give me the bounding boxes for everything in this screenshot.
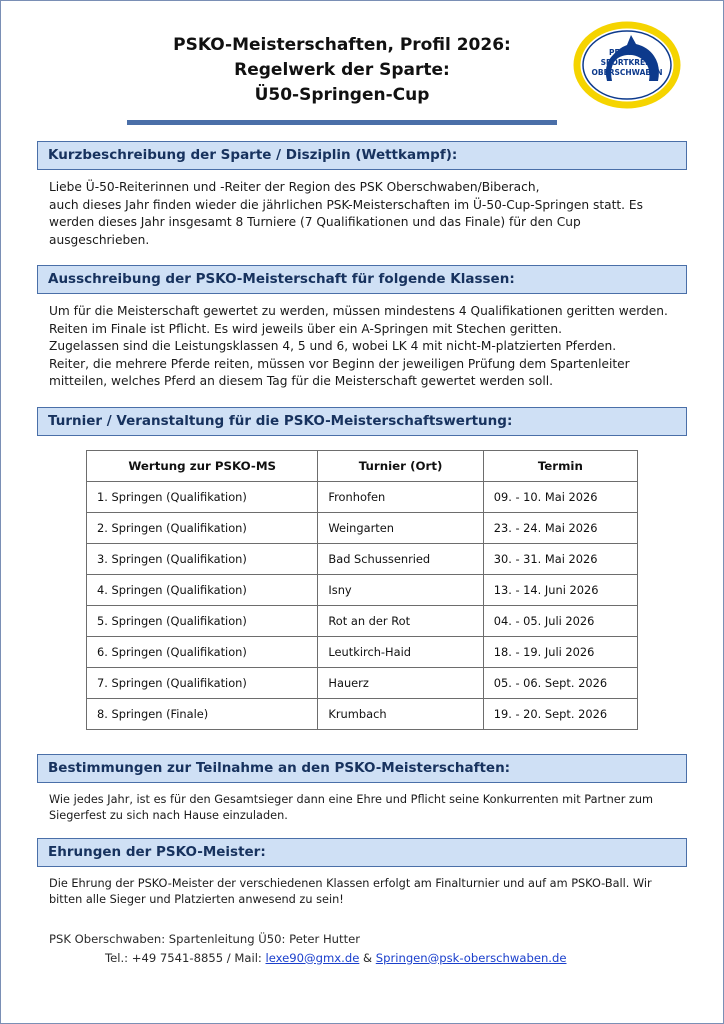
section-heading-ausschreibung: Ausschreibung der PSKO-Meisterschaft für folgende Klassen: bbox=[37, 265, 687, 294]
cell-turnier: Bad Schussenried bbox=[318, 543, 483, 574]
cell-termin: 19. - 20. Sept. 2026 bbox=[483, 698, 637, 729]
footer-mail-line bbox=[49, 949, 675, 968]
cell-turnier: Leutkirch-Haid bbox=[318, 636, 483, 667]
mail-separator: & bbox=[359, 950, 376, 965]
table-row bbox=[87, 543, 638, 574]
paragraph: Um für die Meisterschaft gewertet zu werden, müssen mindestens 4 Qualifikationen geritten werden. Reiten im Finale ist Pflicht. Es wird jeweils über ein A-Springen mit Stechen geritten. bbox=[49, 304, 668, 336]
logo-text-line2: SPORTKREIS bbox=[600, 58, 654, 67]
paragraph: Wie jedes Jahr, ist es für den Gesamtsieger dann eine Ehre und Pflicht seine Konkurrenten mit Partner zum Siegerfest zu sich nach Hause einzuladen. bbox=[49, 792, 654, 822]
cell-turnier: Isny bbox=[318, 574, 483, 605]
cell-turnier: Weingarten bbox=[318, 512, 483, 543]
cell-termin: 30. - 31. Mai 2026 bbox=[483, 543, 637, 574]
section-body-kurzbeschreibung bbox=[37, 170, 687, 249]
cell-turnier: Hauerz bbox=[318, 667, 483, 698]
cell-wertung: 7. Springen (Qualifikation) bbox=[87, 667, 318, 698]
table-header-row bbox=[87, 450, 638, 481]
table-row bbox=[87, 574, 638, 605]
cell-termin: 05. - 06. Sept. 2026 bbox=[483, 667, 637, 698]
paragraph: Zugelassen sind die Leistungsklassen 4, 5 und 6, wobei LK 4 mit nicht-M-platzierten Pferden. bbox=[49, 339, 617, 353]
section-heading-kurzbeschreibung: Kurzbeschreibung der Sparte / Disziplin (Wettkampf): bbox=[37, 141, 687, 170]
section-heading-bestimmungen: Bestimmungen zur Teilnahme an den PSKO-Meisterschaften: bbox=[37, 754, 687, 783]
cell-turnier: Rot an der Rot bbox=[318, 605, 483, 636]
paragraph: Liebe Ü-50-Reiterinnen und -Reiter der Region des PSK Oberschwaben/Biberach, bbox=[49, 180, 540, 194]
mail-link-lexe90[interactable]: lexe90@gmx.de bbox=[265, 950, 360, 965]
footer-phone-label: Tel.: +49 7541-8855 / Mail: bbox=[105, 950, 266, 965]
cell-wertung: 1. Springen (Qualifikation) bbox=[87, 481, 318, 512]
turniere-table bbox=[86, 450, 638, 730]
logo-text-line3: OBERSCHWABEN bbox=[591, 68, 663, 77]
section-heading-turniere: Turnier / Veranstaltung für die PSKO-Meisterschaftswertung: bbox=[37, 407, 687, 436]
table-row bbox=[87, 698, 638, 729]
cell-termin: 23. - 24. Mai 2026 bbox=[483, 512, 637, 543]
paragraph: Die Ehrung der PSKO-Meister der verschiedenen Klassen erfolgt am Finalturnier und auf am PSKO-Ball. Wir bitten alle Sieger und Platzierten anwesend zu sein! bbox=[49, 876, 652, 906]
cell-wertung: 6. Springen (Qualifikation) bbox=[87, 636, 318, 667]
section-body-bestimmungen bbox=[37, 783, 687, 824]
cell-termin: 04. - 05. Juli 2026 bbox=[483, 605, 637, 636]
title-line-1: PSKO-Meisterschaften, Profil 2026: bbox=[173, 35, 511, 55]
title-line-3: Ü50-Springen-Cup bbox=[254, 85, 430, 105]
table-row bbox=[87, 512, 638, 543]
cell-wertung: 8. Springen (Finale) bbox=[87, 698, 318, 729]
table-header-wertung: Wertung zur PSKO-MS bbox=[87, 450, 318, 481]
title-line-2: Regelwerk der Sparte: bbox=[234, 60, 450, 80]
cell-wertung: 5. Springen (Qualifikation) bbox=[87, 605, 318, 636]
table-row bbox=[87, 667, 638, 698]
footer-contact-line: PSK Oberschwaben: Spartenleitung Ü50: Peter Hutter bbox=[49, 931, 361, 946]
mail-link-springen[interactable]: Springen@psk-oberschwaben.de bbox=[375, 950, 567, 965]
turniere-table-wrap bbox=[86, 450, 638, 730]
logo-text-line1: PFERDE- bbox=[609, 48, 645, 57]
table-row bbox=[87, 636, 638, 667]
table-header-turnier: Turnier (Ort) bbox=[318, 450, 483, 481]
cell-termin: 09. - 10. Mai 2026 bbox=[483, 481, 637, 512]
paragraph: Reiter, die mehrere Pferde reiten, müssen vor Beginn der jeweiligen Prüfung dem Spartenleiter mitteilen, welches Pferd an diesem Tag für die Meisterschaft gewertet werden soll. bbox=[49, 356, 630, 388]
cell-wertung: 4. Springen (Qualifikation) bbox=[87, 574, 318, 605]
table-header-termin: Termin bbox=[483, 450, 637, 481]
cell-turnier: Fronhofen bbox=[318, 481, 483, 512]
cell-turnier: Krumbach bbox=[318, 698, 483, 729]
cell-wertung: 3. Springen (Qualifikation) bbox=[87, 543, 318, 574]
title-divider bbox=[127, 120, 557, 125]
paragraph: auch dieses Jahr finden wieder die jährlichen PSK-Meisterschaften im Ü-50-Cup-Springen statt. Es werden dieses Jahr insgesamt 8 Turniere (7 Qualifikationen und das Finale) für den Cup ausgeschrieben. bbox=[49, 197, 643, 247]
table-row bbox=[87, 605, 638, 636]
document-footer bbox=[37, 930, 687, 968]
cell-wertung: 2. Springen (Qualifikation) bbox=[87, 512, 318, 543]
cell-termin: 18. - 19. Juli 2026 bbox=[483, 636, 637, 667]
document-header bbox=[37, 19, 687, 125]
section-body-ausschreibung bbox=[37, 294, 687, 391]
table-row bbox=[87, 481, 638, 512]
horse-head-logo bbox=[573, 21, 681, 113]
section-body-ehrungen bbox=[37, 867, 687, 908]
section-heading-ehrungen: Ehrungen der PSKO-Meister: bbox=[37, 838, 687, 867]
cell-termin: 13. - 14. Juni 2026 bbox=[483, 574, 637, 605]
